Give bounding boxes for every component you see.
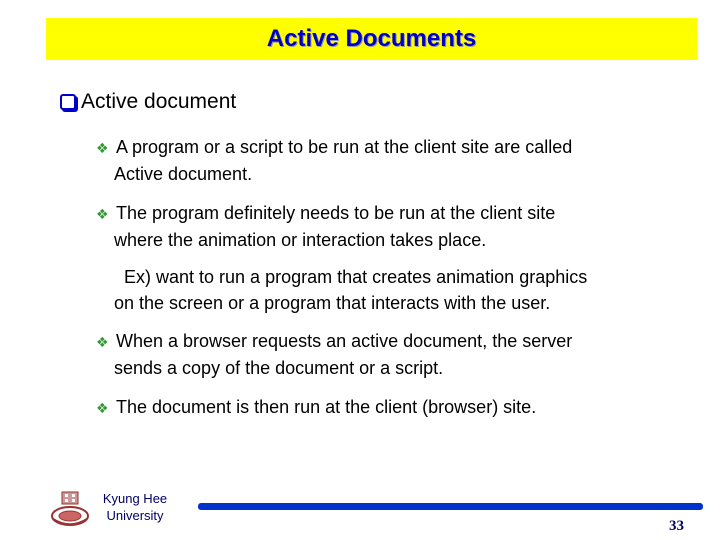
title-bar bbox=[46, 18, 697, 60]
example-text-line2: on the screen or a program that interacts with the user. bbox=[114, 293, 551, 313]
list-item bbox=[96, 328, 696, 381]
diamond-bullet-icon: ❖ bbox=[96, 400, 109, 416]
university-name-line2: University bbox=[106, 508, 164, 523]
slide-title: Active Documents bbox=[266, 25, 477, 52]
university-seal-icon bbox=[48, 490, 92, 528]
university-name-line1: Kyung Hee bbox=[102, 491, 168, 506]
q-square-bullet-icon bbox=[60, 94, 76, 110]
university-name bbox=[92, 490, 178, 524]
item-text-line1: The document is then run at the client (browser) site. bbox=[116, 397, 537, 417]
diamond-bullet-icon: ❖ bbox=[96, 140, 109, 156]
item-text-line2: Active document. bbox=[114, 164, 253, 184]
section-heading-row bbox=[60, 90, 236, 114]
section-heading: Active document bbox=[81, 90, 237, 113]
item-text-line2: sends a copy of the document or a script. bbox=[114, 358, 444, 378]
item-text-line1: The program definitely needs to be run at the client site bbox=[116, 203, 556, 223]
item-text-line2: where the animation or interaction takes place. bbox=[114, 230, 487, 250]
footer-divider bbox=[198, 503, 703, 510]
item-text-line1: A program or a script to be run at the client site are called bbox=[116, 137, 573, 157]
example-text-line1: Ex) want to run a program that creates animation graphics bbox=[124, 267, 588, 287]
page-number: 33 bbox=[669, 518, 684, 534]
list-item bbox=[96, 134, 696, 187]
diamond-bullet-icon: ❖ bbox=[96, 206, 109, 222]
list-item bbox=[96, 394, 696, 421]
example-item bbox=[96, 264, 696, 316]
item-text-line1: When a browser requests an active document, the server bbox=[116, 331, 573, 351]
list-item bbox=[96, 200, 696, 253]
diamond-bullet-icon: ❖ bbox=[96, 334, 109, 350]
